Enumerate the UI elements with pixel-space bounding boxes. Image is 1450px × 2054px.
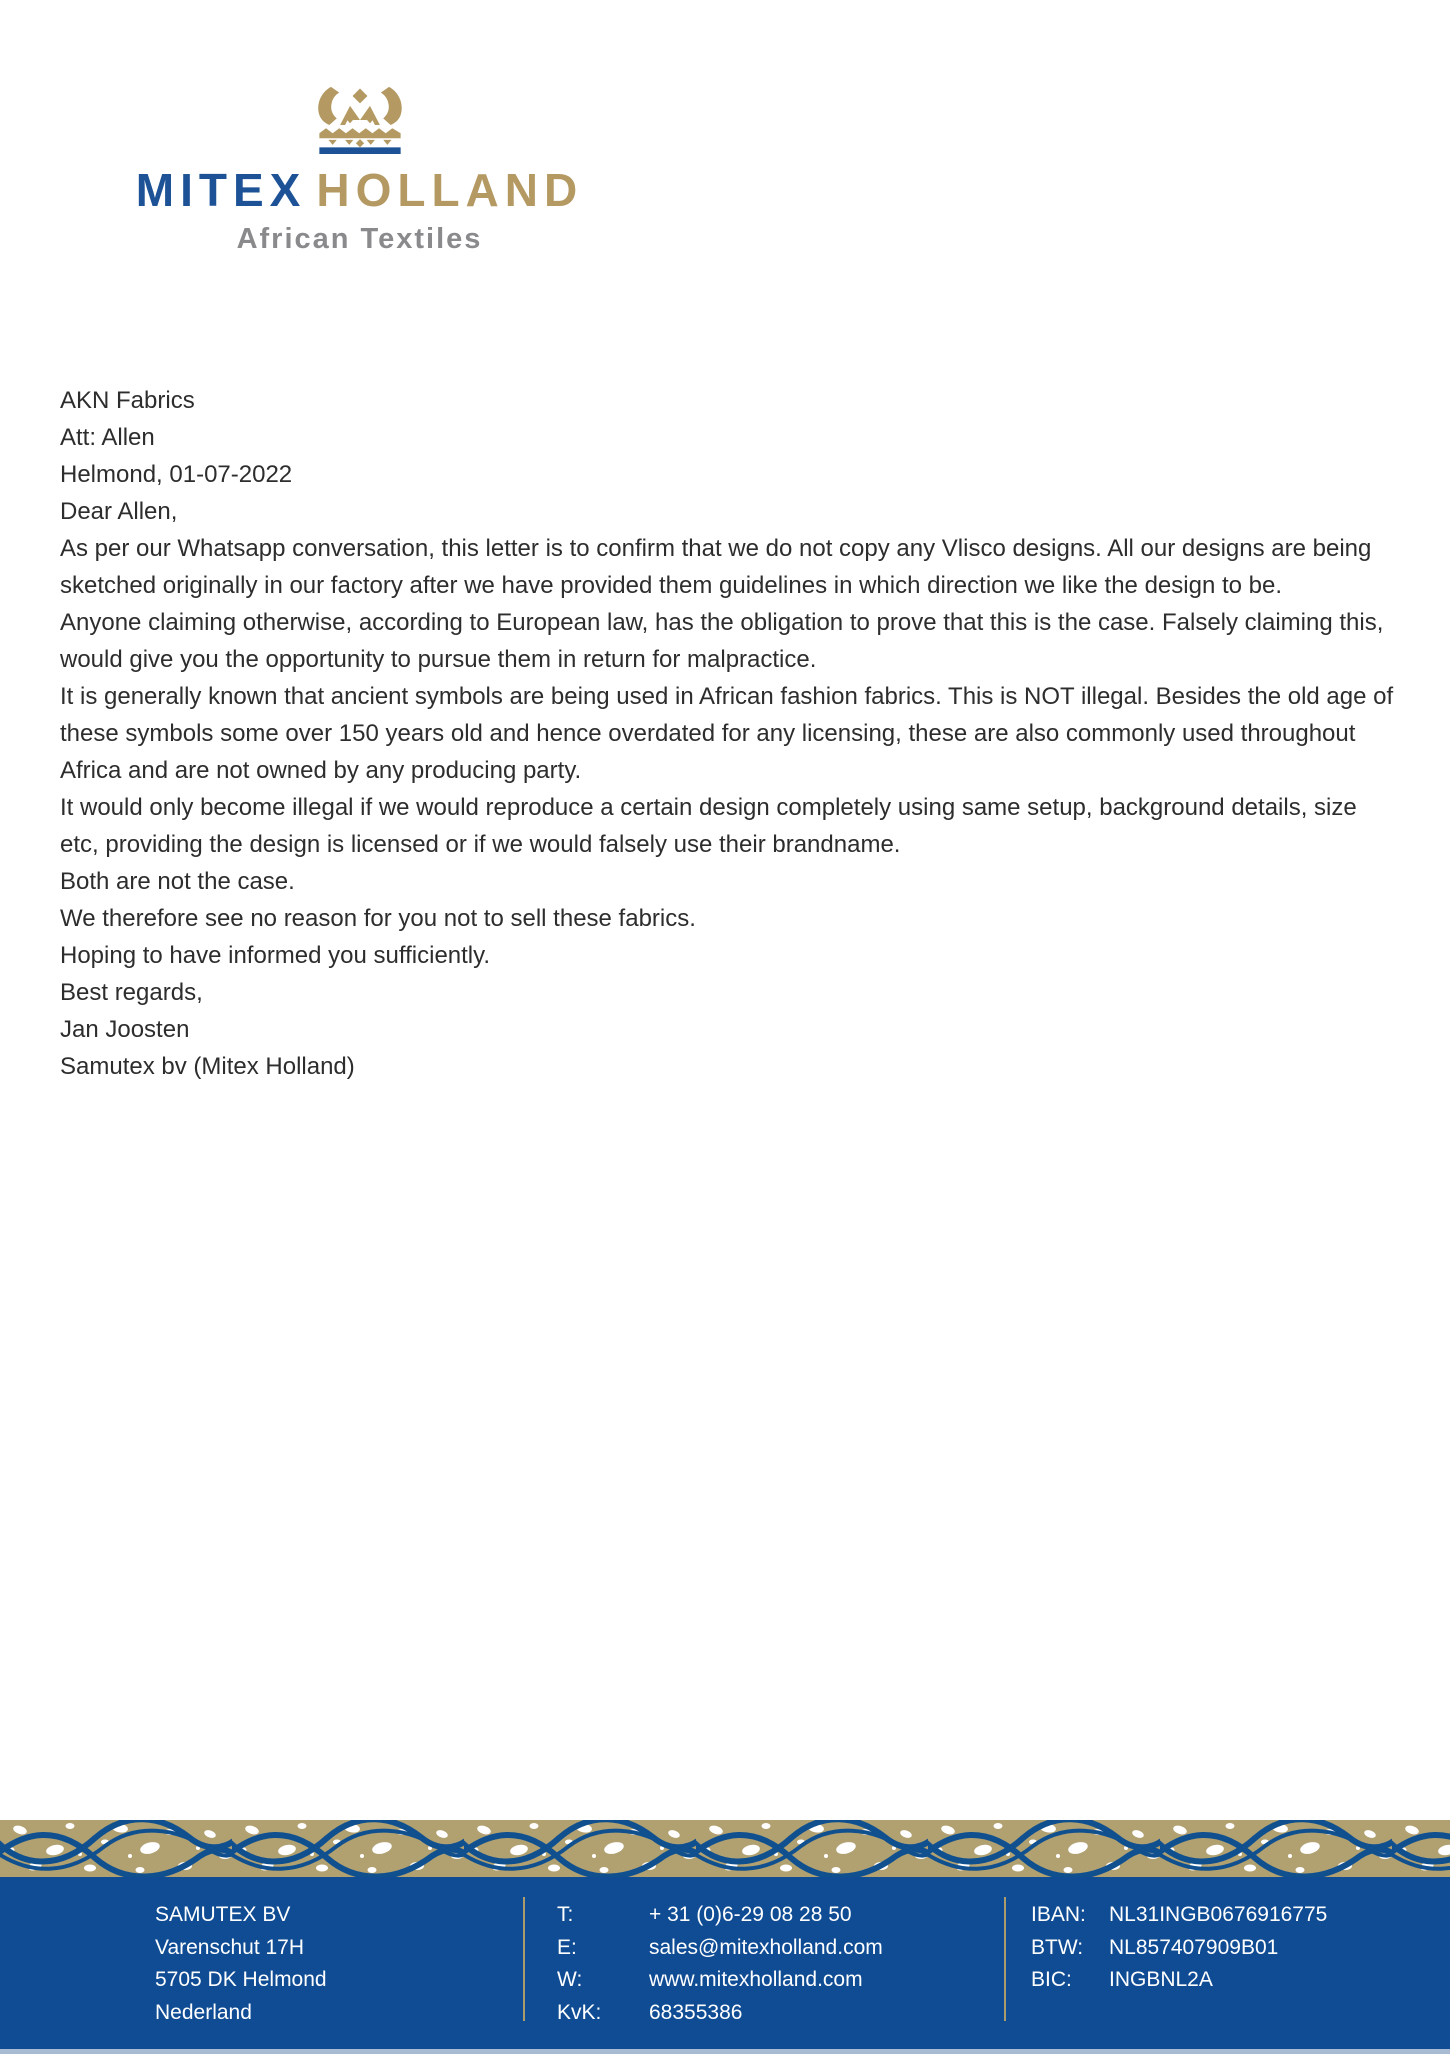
company-logo (77, 86, 642, 256)
postal-city: 5705 DK Helmond (155, 1968, 327, 1991)
logo-wordmark (77, 166, 642, 214)
iban-label: IBAN: (1031, 1903, 1086, 1926)
signature-name: Jan Joosten (60, 1016, 190, 1043)
email-label: E: (557, 1935, 577, 1959)
recipient-company: AKN Fabrics (60, 387, 195, 414)
logo-tagline: African Textiles (236, 223, 483, 256)
country: Nederland (155, 2000, 252, 2024)
paragraph-text: It is generally known that ancient symbols are being used in African fashion fabrics. This is NOT illegal. Besides the old age of these symbols some over 150 years old and hence overdated for any licensing, these are also commonly used throughout Africa and are not owned by any producing party. (60, 683, 1394, 784)
btw-value: NL857407909B01 (1109, 1935, 1279, 1959)
phone-value: + 31 (0)6-29 08 28 50 (649, 1903, 852, 1926)
kvk-label: KvK: (557, 2000, 602, 2024)
website-row (557, 1964, 883, 1997)
iban-value: NL31INGB0676916775 (1109, 1903, 1328, 1926)
btw-label: BTW: (1031, 1935, 1084, 1959)
footer-divider (523, 1897, 525, 2021)
logo-brand-primary: MITEX (135, 164, 307, 216)
paragraph-text: It would only become illegal if we would reproduce a certain design completely using same setup, background details, size etc, providing the design is licensed or if we would falsely use their brandname. (60, 794, 1357, 858)
page-bottom-strip (0, 2049, 1450, 2054)
email-link[interactable]: sales@mitexholland.com (649, 1935, 883, 1959)
salutation: Dear Allen, (60, 498, 178, 525)
dateline: Helmond, 01-07-2022 (60, 461, 293, 488)
phone-label: T: (557, 1903, 574, 1926)
website-label: W: (557, 1968, 583, 1991)
bic-value: INGBNL2A (1109, 1968, 1213, 1991)
signature-company: Samutex bv (Mitex Holland) (60, 1053, 355, 1080)
african-pattern-band (0, 1820, 1450, 1877)
company-name: SAMUTEX BV (155, 1903, 291, 1926)
paragraph-text: We therefore see no reason for you not to sell these fabrics. (60, 905, 696, 932)
footer-divider (1004, 1897, 1006, 2021)
paragraph-3 (60, 678, 1398, 900)
paragraph-text: Hoping to have informed you sufficiently. (60, 942, 491, 969)
kvk-value: 68355386 (649, 2000, 743, 2024)
bic-label: BIC: (1031, 1968, 1072, 1991)
logo-brand-secondary: HOLLAND (316, 164, 584, 216)
footer-bar (0, 1877, 1450, 2054)
kvk-row (557, 1997, 883, 2030)
paragraph-4 (60, 900, 1398, 937)
paragraph-text: Anyone claiming otherwise, according to European law, has the obligation to prove that this is the case. Falsely claiming this, would give you the opportunity to pursue them in return for malpractice. (60, 609, 1384, 673)
phone-row (557, 1899, 883, 1932)
recipient-block (60, 382, 1398, 456)
letterhead-footer (0, 1820, 1450, 2054)
paragraph-2 (60, 604, 1398, 678)
paragraph-5 (60, 937, 1398, 974)
closing: Best regards, (60, 979, 203, 1006)
paragraph-1 (60, 530, 1398, 604)
email-row (557, 1932, 883, 1965)
letter-body (60, 382, 1398, 1085)
footer-banking (1031, 1899, 1327, 1997)
iban-row (1031, 1899, 1327, 1932)
website-link[interactable]: www.mitexholland.com (649, 1968, 863, 1991)
recipient-attention: Att: Allen (60, 424, 155, 451)
bic-row (1031, 1964, 1327, 1997)
paragraph-text: As per our Whatsapp conversation, this letter is to confirm that we do not copy any Vlisco designs. All our designs are being sketched originally in our factory after we have provided them guidelines in which direction we like the design to be. (60, 535, 1372, 599)
street: Varenschut 17H (155, 1935, 305, 1959)
signature-block (60, 1011, 1398, 1085)
footer-address (155, 1899, 327, 2029)
footer-contact (557, 1899, 883, 2029)
crown-icon (310, 86, 410, 154)
paragraph-text: Both are not the case. (60, 868, 295, 895)
btw-row (1031, 1932, 1327, 1965)
